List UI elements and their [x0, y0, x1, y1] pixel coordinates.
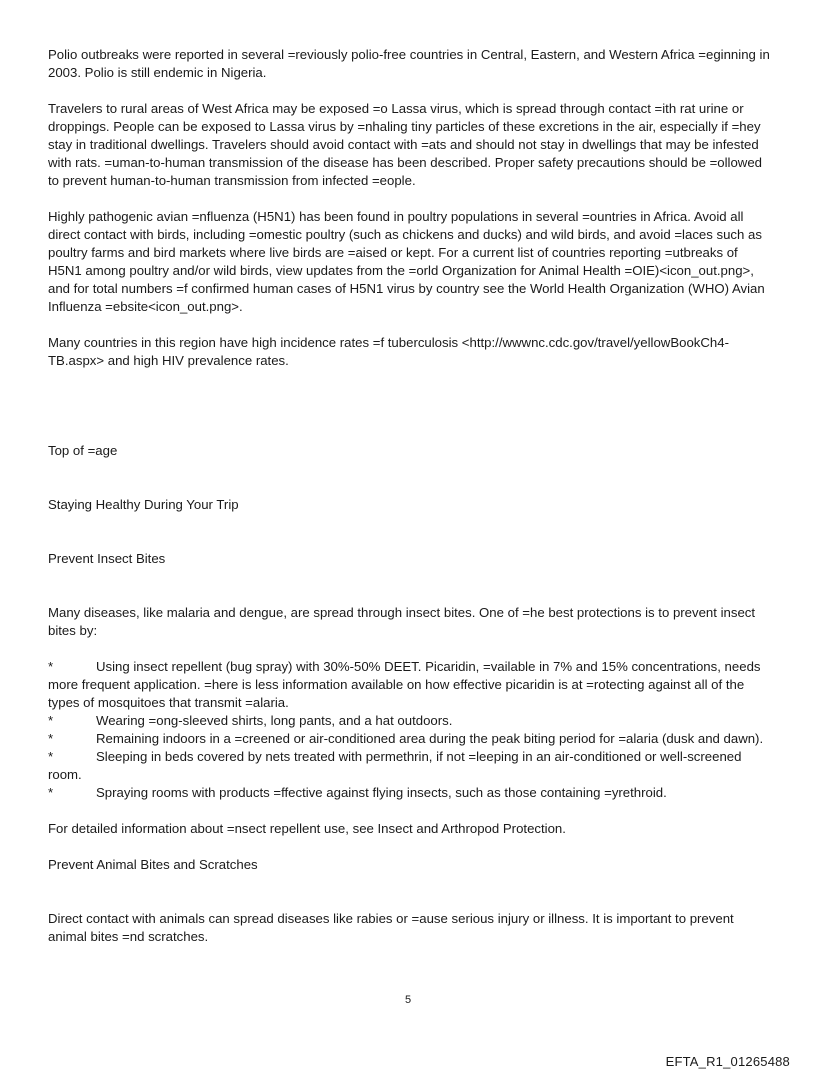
bullet-text: Spraying rooms with products =ffective against flying insects, such as those containing =yrethroid. — [96, 785, 667, 800]
bates-number: EFTA_R1_01265488 — [665, 1054, 790, 1069]
document-body — [48, 46, 770, 964]
insect-bullet-list — [48, 658, 770, 802]
animal-paragraph: Direct contact with animals can spread diseases like rabies or =ause serious injury or illness. It is important to prevent animal bites =nd scratches. — [48, 911, 734, 944]
polio-paragraph: Polio outbreaks were reported in several =reviously polio-free countries in Central, Eastern, and Western Africa =eginning in 2003. Polio is still endemic in Nigeria. — [48, 47, 770, 80]
bullet-text: Using insect repellent (bug spray) with 30%-50% DEET. Picaridin, =vailable in 7% and 15% concentrations, needs more frequent application. =here is less information available on how effective picaridin is at =rotecting against all of the types of mosquitoes that transmit =alaria. — [48, 659, 761, 710]
list-item — [48, 712, 770, 730]
bullet-marker: * — [48, 731, 54, 746]
lassa-paragraph: Travelers to rural areas of West Africa may be exposed =o Lassa virus, which is spread through contact =ith rat urine or droppings. People can be exposed to Lassa virus by =nhaling tiny particles of these excretions in the air, especially if =hey stay in traditional dwellings. Travelers should avoid contact with =ats and should not stay in dwellings that may be infested with rats. =uman-to-human transmission of the disease has been described. Proper safety precautions should be =ollowed to prevent human-to-human transmission from infected =eople. — [48, 101, 762, 188]
animal-heading: Prevent Animal Bites and Scratches — [48, 857, 258, 872]
list-item — [48, 784, 770, 802]
insect-heading: Prevent Insect Bites — [48, 551, 166, 566]
bullet-text: Sleeping in beds covered by nets treated with permethrin, if not =leeping in an air-conditioned or well-screened room. — [48, 749, 742, 782]
list-item — [48, 658, 770, 712]
section-heading: Staying Healthy During Your Trip — [48, 497, 239, 512]
tuberculosis-paragraph: Many countries in this region have high incidence rates =f tuberculosis <http://wwwnc.cdc.gov/travel/yellowBookCh4-TB.aspx> and high HIV prevalence rates. — [48, 335, 729, 368]
bullet-text: Remaining indoors in a =creened or air-conditioned area during the peak biting period for =alaria (dusk and dawn). — [96, 731, 764, 746]
list-item — [48, 748, 770, 784]
bullet-marker: * — [48, 713, 54, 728]
list-item — [48, 730, 770, 748]
bullet-text: Wearing =ong-sleeved shirts, long pants, and a hat outdoors. — [96, 713, 453, 728]
insect-intro: Many diseases, like malaria and dengue, are spread through insect bites. One of =he best protections is to prevent insect bites by: — [48, 605, 756, 638]
bullet-marker: * — [48, 785, 54, 800]
bullet-marker: * — [48, 659, 54, 674]
top-of-page-link[interactable]: Top of =age — [48, 443, 118, 458]
avian-influenza-paragraph: Highly pathogenic avian =nfluenza (H5N1) has been found in poultry populations in several =ountries in Africa. Avoid all direct contact with birds, including =omestic poultry (such as chickens and ducks) and wild birds, and avoid =laces such as poultry farms and bird markets where live birds are =aised or kept. For a current list of countries reporting =utbreaks of H5N1 among poultry and/or wild birds, view updates from the =orld Organization for Animal Health =OIE)<icon_out.png>, and for total numbers =f confirmed human cases of H5N1 virus by country see the World Health Organization (WHO) Avian Influenza =ebsite<icon_out.png>. — [48, 209, 765, 314]
insect-detail-paragraph: For detailed information about =nsect repellent use, see Insect and Arthropod Protection. — [48, 821, 566, 836]
page-number: 5 — [404, 994, 412, 1006]
bullet-marker: * — [48, 749, 54, 764]
